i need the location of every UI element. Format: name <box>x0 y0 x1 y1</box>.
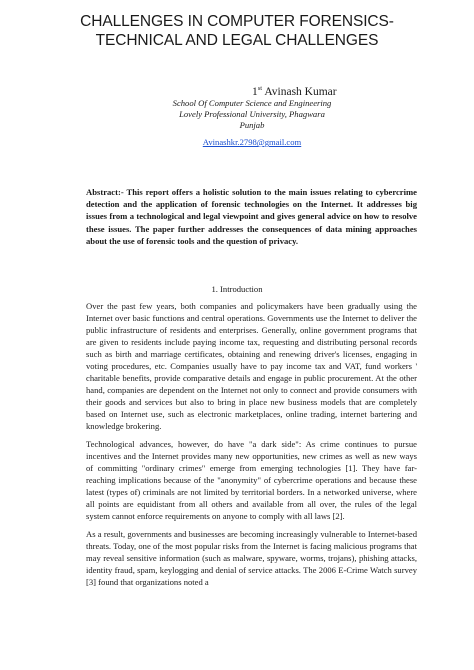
affiliation-state: Punjab <box>239 120 265 130</box>
title-line-2: TECHNICAL AND LEGAL CHALLENGES <box>95 32 379 49</box>
author-affiliation <box>150 98 354 131</box>
paper-title <box>0 12 474 50</box>
author-name <box>252 82 337 99</box>
abstract: Abstract:- This report offers a holistic solution to the main issues relating to cybercrime detection and the application of forensic technologies on the Internet. It addresses big issues from a technological and legal viewpoint and gives general advice on how to resolve these issues. The paper further addresses the consequences of data mining approaches about the use of forensic tools and the question of privacy. <box>86 187 417 246</box>
section-heading: 1. Introduction <box>211 284 263 294</box>
paragraph: Technological advances, however, do have "a dark side": As crime continues to pursue incentives and the Internet provides many new opportunities, new crimes as well as new ways of committing "ordinary crimes" emerge from emerging technologies [1]. They have far-reaching implications because of the "anonymity" of cybercrime operations and because these latest (types of) criminals are not limited by territorial borders. In a networked universe, where all points are equidistant from all others and available from all over, the rules of the legal system cannot enforce requirements on anyone to comply with all laws [2]. <box>86 439 417 521</box>
body-text <box>86 300 417 594</box>
affiliation-school: School Of Computer Science and Engineering <box>172 98 332 108</box>
author-name-text: Avinash Kumar <box>262 86 337 98</box>
author-ordinal: st <box>257 85 263 92</box>
affiliation-university: Lovely Professional University, Phagwara <box>179 109 325 119</box>
author-number: 1 <box>252 86 258 98</box>
author-email-link[interactable]: Avinashkr.2798@gmail.com <box>202 137 302 147</box>
paragraph: As a result, governments and businesses are becoming increasingly vulnerable to Internet-based threats. Today, one of the most popular risks from the Internet is facing malicious programs that may reveal sensitive information (such as malware, spyware, worms, trojans), phishing attacks, identity fraud, spam, keylogging and denial of service attacks. The 2006 E-Crime Watch survey [3] found that organizations noted a <box>86 529 417 587</box>
title-line-1: CHALLENGES IN COMPUTER FORENSICS- <box>80 13 394 30</box>
paragraph: Over the past few years, both companies and policymakers have been gradually using the Internet over basic functions and central operations. Governments use the Internet to deliver the public infrastructure of residents and enterprises. Generally, online government programs that are given to residents include paying income tax, requesting and distributing personal records such as birth and marriage certificates, obtaining and renewing driver's licenses, engaging in voting procedures, etc. Companies usually have to pay income tax and VAT, fund workers ' charitable benefits, provide comparative details and engage in public procurement. At the other hand, companies are dependent on the Internet not only to connect and provide consumers with their goods and services but also to bring in place new business models that are completely based on Internet use, such as electronic marketplaces, online trading, internet bartering and knowledge brokering. <box>86 301 417 431</box>
